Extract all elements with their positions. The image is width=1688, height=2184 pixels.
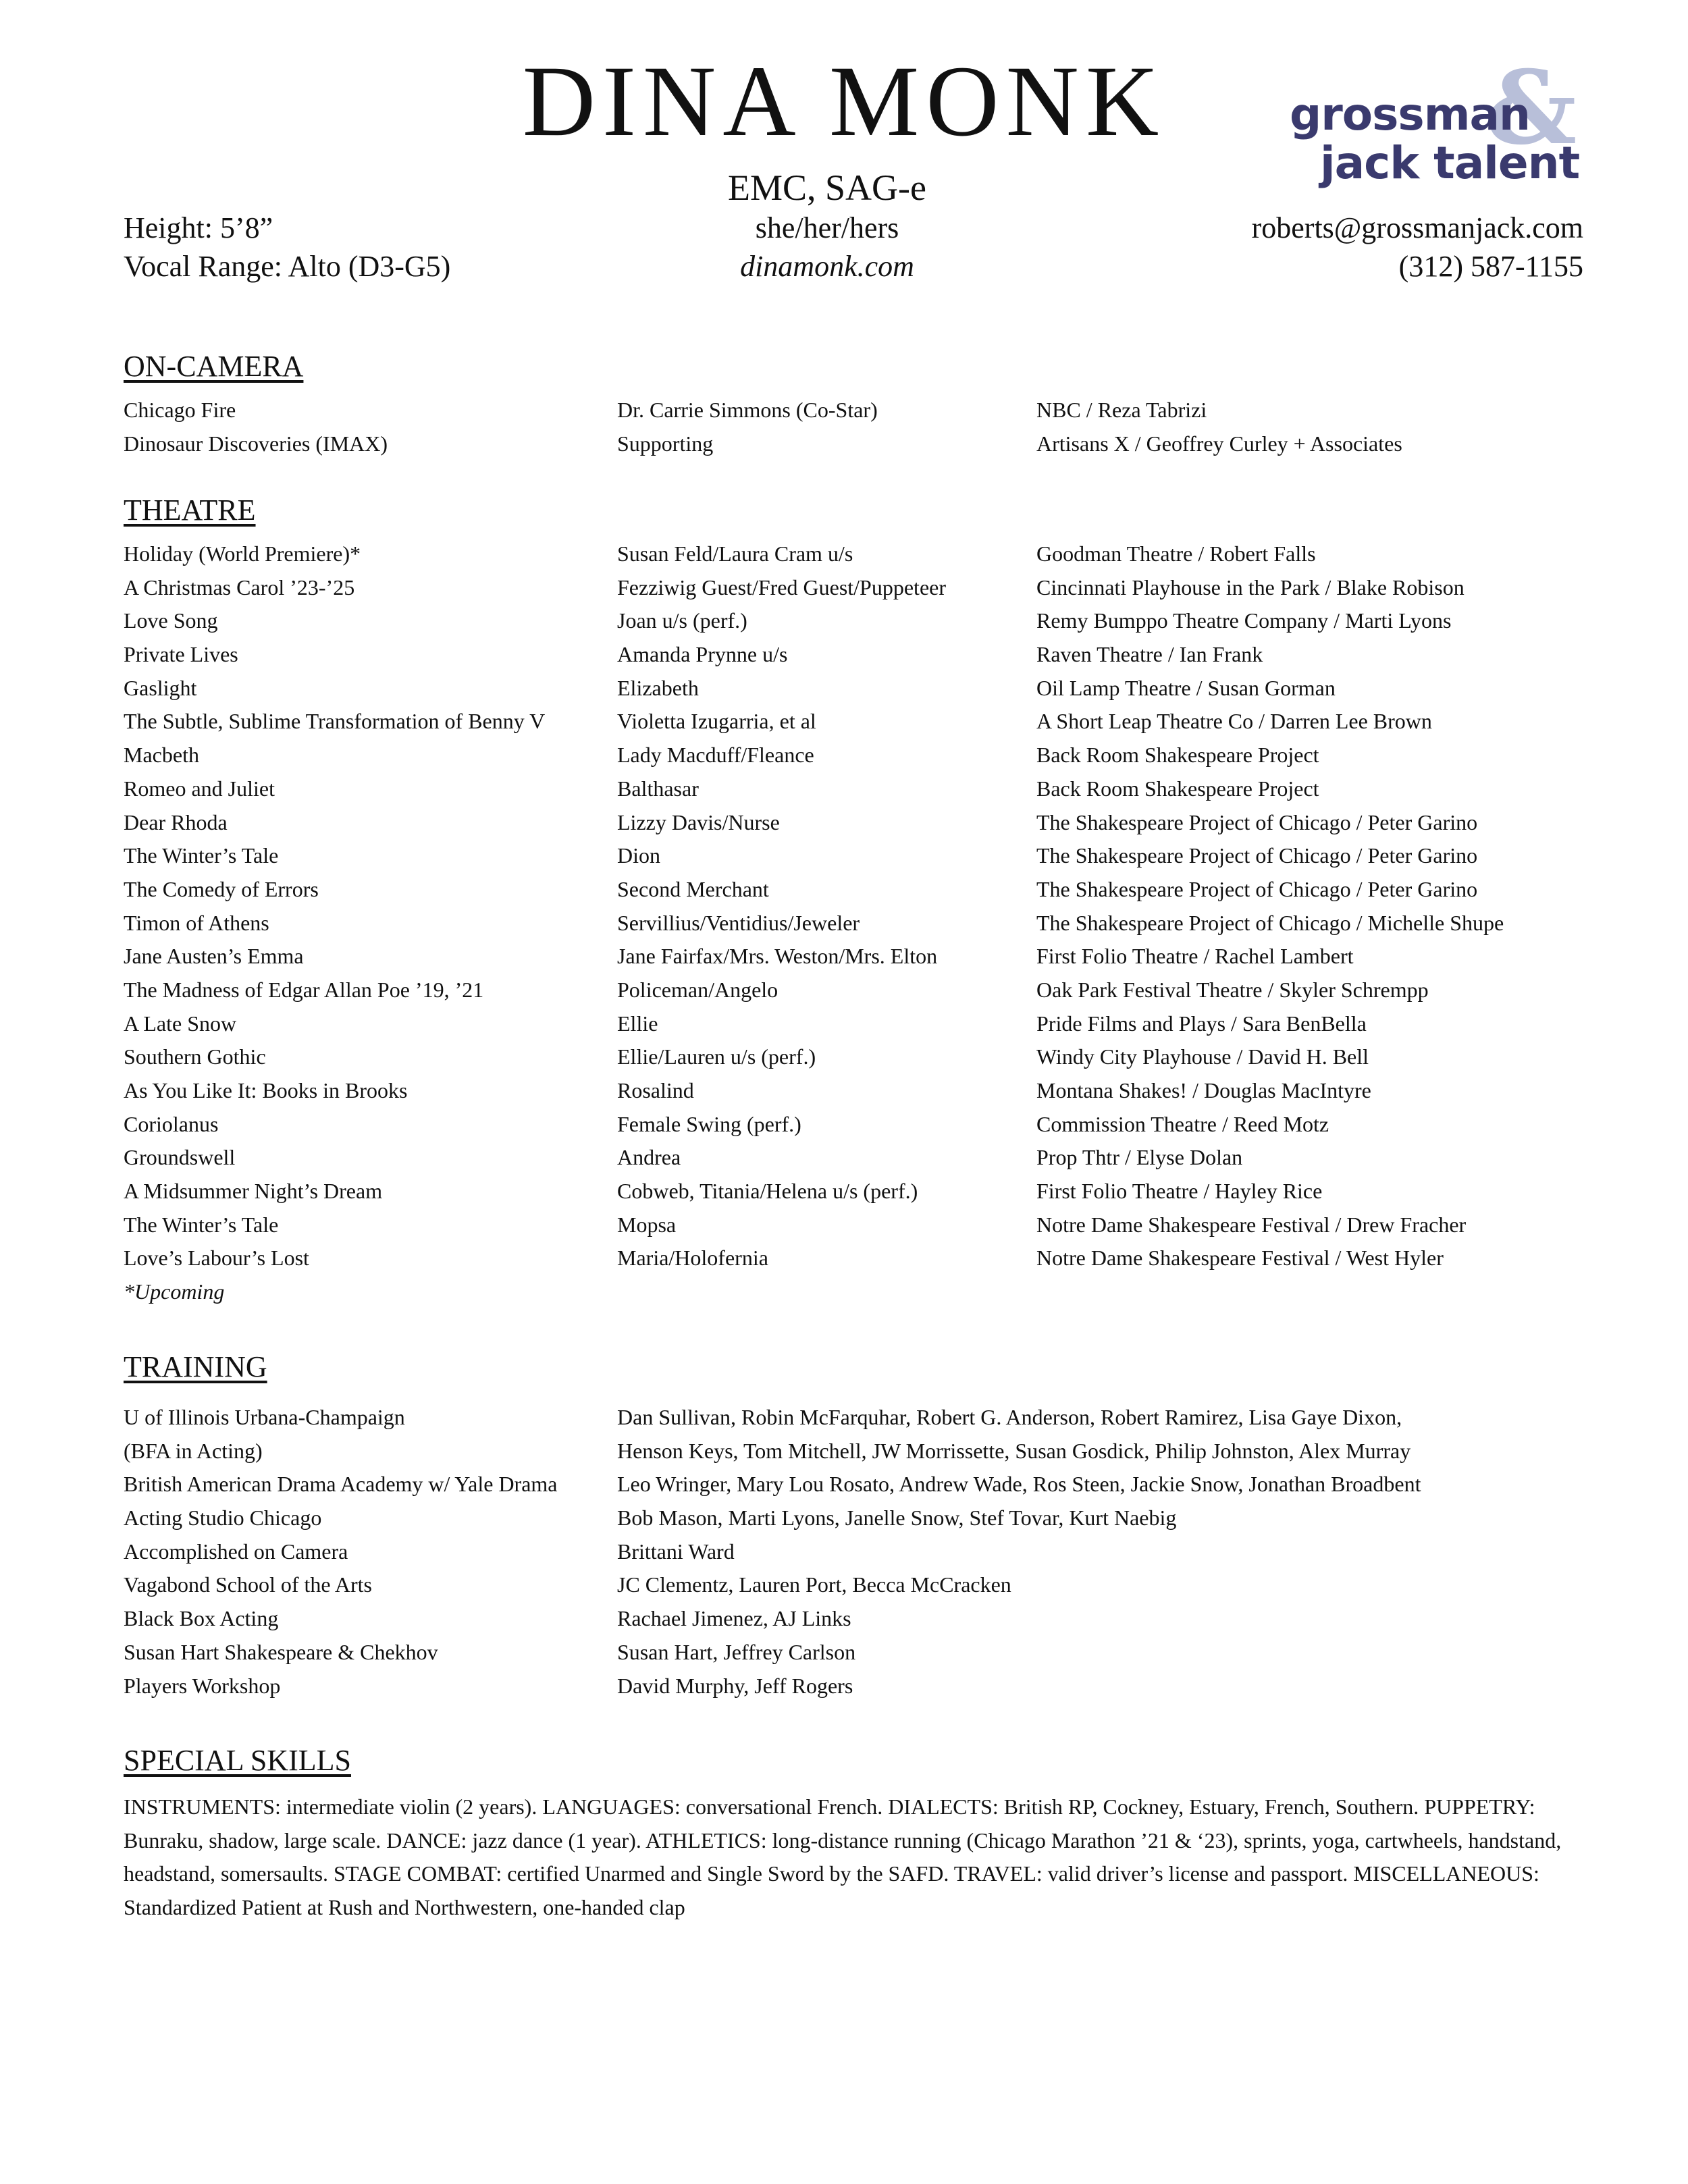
table-row (124, 427, 1609, 461)
training-instructors: Brittani Ward (617, 1539, 735, 1564)
credit-role: Amanda Prynne u/s (617, 642, 788, 667)
table-row (124, 571, 1609, 605)
credit-title: Love’s Labour’s Lost (124, 1246, 309, 1271)
table-row (124, 1435, 1609, 1468)
training-school: Susan Hart Shakespeare & Chekhov (124, 1639, 438, 1664)
credit-title: Gaslight (124, 675, 197, 700)
agent-phone: (312) 587-1155 (1398, 250, 1583, 283)
credit-role: Mopsa (617, 1212, 677, 1237)
credit-company: Pride Films and Plays / Sara BenBella (1036, 1011, 1367, 1036)
credit-company: Back Room Shakespeare Project (1036, 743, 1319, 768)
training-school: (BFA in Acting) (124, 1438, 263, 1463)
table-row (124, 394, 1609, 427)
credit-title: As You Like It: Books in Brooks (124, 1078, 408, 1102)
table-row (124, 1007, 1609, 1041)
table-row (124, 1208, 1609, 1242)
credit-title: The Winter’s Tale (124, 1212, 279, 1237)
on-camera-table (124, 394, 1609, 460)
upcoming-footnote: *Upcoming (124, 1279, 225, 1304)
table-row (124, 1141, 1609, 1175)
credit-company: Prop Thtr / Elyse Dolan (1036, 1145, 1243, 1170)
table-row (124, 638, 1609, 672)
credit-role: Rosalind (617, 1078, 694, 1102)
credit-title: Love Song (124, 608, 218, 633)
credit-title: Dear Rhoda (124, 809, 228, 834)
credit-role: Policeman/Angelo (617, 977, 779, 1002)
credit-title: The Winter’s Tale (124, 843, 279, 868)
training-school: British American Drama Academy w/ Yale Drama (124, 1472, 558, 1497)
table-row (124, 672, 1609, 705)
credit-company: Montana Shakes! / Douglas MacIntyre (1036, 1078, 1371, 1102)
training-instructors: Bob Mason, Marti Lyons, Janelle Snow, Stef Tovar, Kurt Naebig (617, 1506, 1177, 1530)
credit-title: Chicago Fire (124, 398, 236, 422)
credit-role: Dion (617, 843, 660, 868)
credit-role: Fezziwig Guest/Fred Guest/Puppeteer (617, 575, 946, 600)
credit-role: Supporting (617, 431, 714, 456)
table-row (124, 537, 1609, 571)
credit-company: First Folio Theatre / Hayley Rice (1036, 1179, 1323, 1204)
special-skills-paragraph: INSTRUMENTS: intermediate violin (2 years). LANGUAGES: conversational French. DIALECTS: British RP, Cockney, Estuary, French, Southern. PUPPETRY: Bunraku, shadow, large scale. DANCE: jazz dance (1 year). ATHLETICS: long-distance running (Chicago Marathon ’21 & ‘23), sprints, yoga, cartwheels, handstand, headstand, somersaults. STAGE COMBAT: certified Unarmed and Single Sword by the SAFD. TRAVEL: valid driver’s license and passport. MISCELLANEOUS: Standardized Patient at Rush and Northwestern, one-handed clap (124, 1794, 1562, 1920)
table-row (124, 839, 1609, 873)
credit-role: Jane Fairfax/Mrs. Weston/Mrs. Elton (617, 944, 938, 969)
table-row (124, 1074, 1609, 1108)
table-row (124, 1175, 1609, 1208)
training-instructors: Henson Keys, Tom Mitchell, JW Morrissette, Susan Gosdick, Philip Johnston, Alex Murray (617, 1438, 1411, 1463)
credit-role: Violetta Izugarria, et al (617, 709, 816, 734)
credit-title: A Midsummer Night’s Dream (124, 1179, 383, 1204)
table-row (124, 1670, 1609, 1703)
training-instructors: Susan Hart, Jeffrey Carlson (617, 1639, 856, 1664)
credit-company: Goodman Theatre / Robert Falls (1036, 541, 1316, 566)
theatre-table (124, 537, 1609, 1275)
table-row (124, 739, 1609, 772)
credit-role: Lizzy Davis/Nurse (617, 809, 780, 834)
credit-role: Ellie/Lauren u/s (perf.) (617, 1044, 816, 1069)
training-school: Accomplished on Camera (124, 1539, 348, 1564)
credit-title: Romeo and Juliet (124, 776, 275, 801)
training-instructors: Dan Sullivan, Robin McFarquhar, Robert G. Anderson, Robert Ramirez, Lisa Gaye Dixon, (617, 1405, 1402, 1429)
credit-role: Maria/Holofernia (617, 1246, 768, 1271)
credit-company: The Shakespeare Project of Chicago / Peter Garino (1036, 809, 1478, 834)
pronouns: she/her/hers (755, 211, 899, 244)
table-row (124, 1108, 1609, 1142)
credit-title: Holiday (World Premiere)* (124, 541, 361, 566)
credit-title: A Late Snow (124, 1011, 237, 1036)
credit-company: Remy Bumppo Theatre Company / Marti Lyons (1036, 608, 1452, 633)
credit-title: Groundswell (124, 1145, 236, 1170)
height: Height: 5’8” (124, 211, 273, 244)
training-instructors: Leo Wringer, Mary Lou Rosato, Andrew Wade, Ros Steen, Jackie Snow, Jonathan Broadbent (617, 1472, 1421, 1497)
credit-role: Joan u/s (perf.) (617, 608, 747, 633)
credit-role: Ellie (617, 1011, 658, 1036)
credit-role: Lady Macduff/Fleance (617, 743, 814, 768)
credit-company: Windy City Playhouse / David H. Bell (1036, 1044, 1369, 1069)
agency-logo (1283, 49, 1607, 199)
credit-title: The Madness of Edgar Allan Poe ’19, ’21 (124, 977, 484, 1002)
credit-company: The Shakespeare Project of Chicago / Peter Garino (1036, 843, 1478, 868)
table-row (124, 604, 1609, 638)
credit-company: Notre Dame Shakespeare Festival / West Hyler (1036, 1246, 1444, 1271)
training-school: Vagabond School of the Arts (124, 1572, 372, 1597)
credit-role: Female Swing (perf.) (617, 1111, 801, 1136)
credit-company: Raven Theatre / Ian Frank (1036, 642, 1263, 667)
training-school: U of Illinois Urbana-Champaign (124, 1405, 405, 1429)
credit-role: Cobweb, Titania/Helena u/s (perf.) (617, 1179, 918, 1204)
table-row (124, 1535, 1609, 1569)
credit-company: A Short Leap Theatre Co / Darren Lee Brown (1036, 709, 1432, 734)
credit-role: Servillius/Ventidius/Jeweler (617, 910, 860, 935)
credit-title: Coriolanus (124, 1111, 219, 1136)
credit-role: Andrea (617, 1145, 681, 1170)
table-row (124, 1568, 1609, 1602)
vocal-range: Vocal Range: Alto (D3-G5) (124, 250, 451, 283)
credit-role: Elizabeth (617, 675, 699, 700)
table-row (124, 1501, 1609, 1535)
credit-title: A Christmas Carol ’23-’25 (124, 575, 355, 600)
credit-company: The Shakespeare Project of Chicago / Peter Garino (1036, 876, 1478, 901)
training-instructors: David Murphy, Jeff Rogers (617, 1673, 853, 1698)
theatre-heading: THEATRE (124, 494, 256, 527)
training-school: Black Box Acting (124, 1606, 279, 1631)
union-affiliations: EMC, SAG-e (728, 167, 926, 208)
table-row (124, 772, 1609, 806)
table-row (124, 1636, 1609, 1670)
special-skills-text (124, 1790, 1609, 1925)
table-row (124, 1242, 1609, 1275)
table-row (124, 1468, 1609, 1501)
credit-company: Back Room Shakespeare Project (1036, 776, 1319, 801)
training-instructors: JC Clementz, Lauren Port, Becca McCracken (617, 1572, 1011, 1597)
credit-title: Private Lives (124, 642, 238, 667)
credit-role: Balthasar (617, 776, 699, 801)
table-row (124, 907, 1609, 940)
table-row (124, 806, 1609, 840)
table-row (124, 1401, 1609, 1435)
agency-logo-ampersand: & (1485, 49, 1577, 167)
agency-logo-line2: jack talent (1320, 137, 1580, 189)
credit-company: Cincinnati Playhouse in the Park / Blake Robison (1036, 575, 1465, 600)
credit-company: Commission Theatre / Reed Motz (1036, 1111, 1329, 1136)
credit-company: Notre Dame Shakespeare Festival / Drew Fracher (1036, 1212, 1467, 1237)
credit-company: First Folio Theatre / Rachel Lambert (1036, 944, 1354, 969)
training-heading: TRAINING (124, 1350, 267, 1383)
credit-title: Southern Gothic (124, 1044, 266, 1069)
training-school: Acting Studio Chicago (124, 1506, 322, 1530)
table-row (124, 705, 1609, 739)
table-row (124, 1040, 1609, 1074)
training-instructors: Rachael Jimenez, AJ Links (617, 1606, 851, 1631)
credit-title: Macbeth (124, 743, 199, 768)
credit-title: Dinosaur Discoveries (IMAX) (124, 431, 388, 456)
credit-title: The Subtle, Sublime Transformation of Benny V (124, 709, 546, 734)
table-row (124, 1602, 1609, 1636)
credit-title: Timon of Athens (124, 910, 269, 935)
credit-role: Dr. Carrie Simmons (Co-Star) (617, 398, 878, 422)
on-camera-heading: ON-CAMERA (124, 350, 304, 383)
training-school: Players Workshop (124, 1673, 281, 1698)
credit-company: Oil Lamp Theatre / Susan Gorman (1036, 675, 1336, 700)
agency-logo-line1: grossman (1290, 88, 1530, 140)
credit-title: Jane Austen’s Emma (124, 944, 304, 969)
actor-name: DINA MONK (522, 45, 1166, 157)
credit-company: NBC / Reza Tabrizi (1036, 398, 1207, 422)
credit-company: Artisans X / Geoffrey Curley + Associates (1036, 431, 1402, 456)
agent-email-link[interactable]: roberts@grossmanjack.com (1251, 211, 1583, 244)
credit-role: Second Merchant (617, 876, 769, 901)
credit-company: The Shakespeare Project of Chicago / Michelle Shupe (1036, 910, 1504, 935)
table-row (124, 873, 1609, 907)
table-row (124, 940, 1609, 974)
credit-title: The Comedy of Errors (124, 876, 319, 901)
special-skills-heading: SPECIAL SKILLS (124, 1744, 351, 1777)
credit-company: Oak Park Festival Theatre / Skyler Schrempp (1036, 977, 1429, 1002)
table-row (124, 974, 1609, 1007)
credit-role: Susan Feld/Laura Cram u/s (617, 541, 853, 566)
training-table (124, 1401, 1609, 1703)
website-link[interactable]: dinamonk.com (740, 250, 914, 283)
